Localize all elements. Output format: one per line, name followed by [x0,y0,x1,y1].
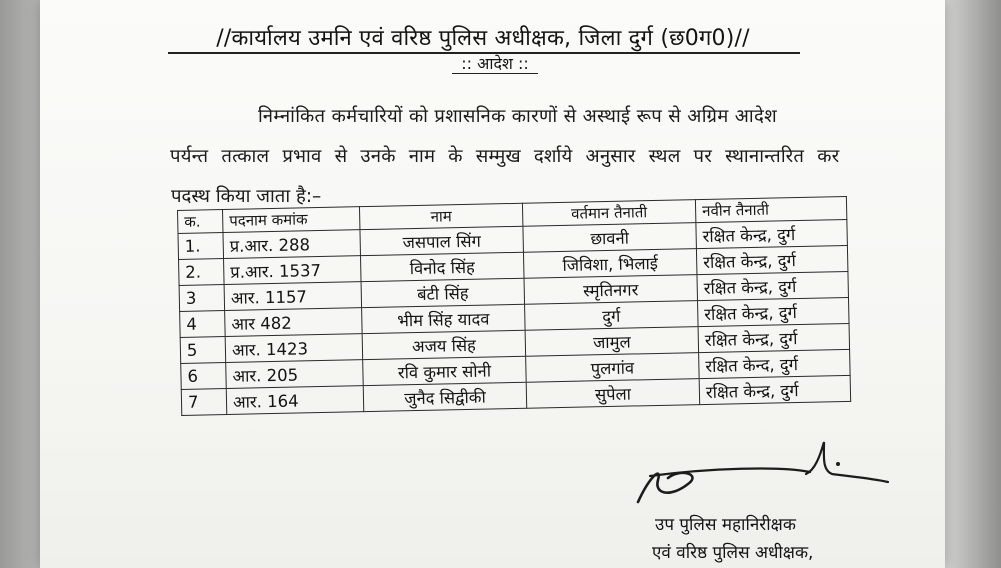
cell-new-posting: रक्षित केन्द्र, दुर्ग [698,323,850,352]
cell-serial: 7 [181,389,227,416]
cell-new-posting: रक्षित केन्द, दुर्ग [699,349,851,378]
cell-name: जसपाल सिंग [360,226,524,255]
cell-current-posting: दुर्ग [525,301,699,331]
header-serial: क. [178,210,223,234]
cell-serial: 3 [179,285,225,312]
cell-new-posting: रक्षित केन्द्र, दुर्ग [698,297,850,326]
header-rank-number: पदनाम कमांक [223,207,360,233]
signatory-designation: उप पुलिस महानिरीक्षक [655,515,796,535]
header-name: नाम [359,203,522,229]
cell-rank-number: प्र.आर. 1537 [224,256,362,285]
cell-name: अजय सिंह [362,330,526,359]
cell-name: रवि कुमार सोनी [363,356,527,385]
cell-serial: 4 [180,311,226,338]
cell-rank-number: आर 482 [225,308,363,337]
cell-rank-number: आर. 164 [226,386,364,415]
header-new-posting: नवीन तैनाती [695,196,846,222]
cell-current-posting: छावनी [523,223,697,253]
order-text-line-2: पर्यन्त तत्काल प्रभाव से उनके नाम के सम्मुख दर्शाये अनुसार स्थल पर स्थानान्तरित कर [170,146,840,167]
transfer-table [177,196,851,416]
cell-name: भीम सिंह यादव [362,304,526,333]
cell-rank-number: आर. 1423 [225,334,363,363]
cell-new-posting: रक्षित केन्द्र, दुर्ग [696,219,848,248]
transfer-table-wrapper [177,196,851,416]
cell-current-posting: जामुल [525,327,699,357]
cell-new-posting: रक्षित केन्द्र, दुर्ग [696,245,848,274]
cell-serial: 6 [181,363,227,390]
handwritten-signature [610,436,900,516]
cell-serial: 1. [178,233,224,260]
cell-current-posting: सुपेला [526,379,700,409]
cell-rank-number: आर. 1157 [224,282,362,311]
cell-new-posting: रक्षित केन्द्र, दुर्ग [699,375,851,404]
header-current-posting: वर्तमान तैनाती [522,200,695,227]
cell-rank-number: प्र.आर. 288 [223,230,361,259]
signatory-designation-2: एवं वरिष्ठ पुलिस अधीक्षक, [652,543,814,563]
cell-current-posting: जिविशा, भिलाई [523,249,697,279]
cell-name: जुनैद सिद्वीकी [363,382,527,411]
order-text-line-3: पदस्थ किया जाता है:– [171,186,322,207]
cell-new-posting: रक्षित केन्द्र, दुर्ग [697,271,849,300]
cell-name: बंटी सिंह [361,278,525,307]
order-title: :: आदेश :: [461,54,529,73]
cell-name: विनोद सिंह [360,252,524,281]
cell-rank-number: आर. 205 [226,360,364,389]
office-heading: //कार्यालय उमनि एवं वरिष्ठ पुलिस अधीक्षक, जिला दुर्ग (छ0ग0)// [216,26,750,51]
cell-current-posting: पुलगांव [526,353,700,383]
cell-serial: 5 [180,337,226,364]
order-title-underline [452,73,538,74]
cell-serial: 2. [179,259,225,286]
cell-current-posting: स्मृतिनगर [524,275,698,305]
order-text-line-1: निम्नांकित कर्मचारियों को प्रशासनिक कारणों से अस्थाई रूप से अग्रिम आदेश [258,106,777,127]
